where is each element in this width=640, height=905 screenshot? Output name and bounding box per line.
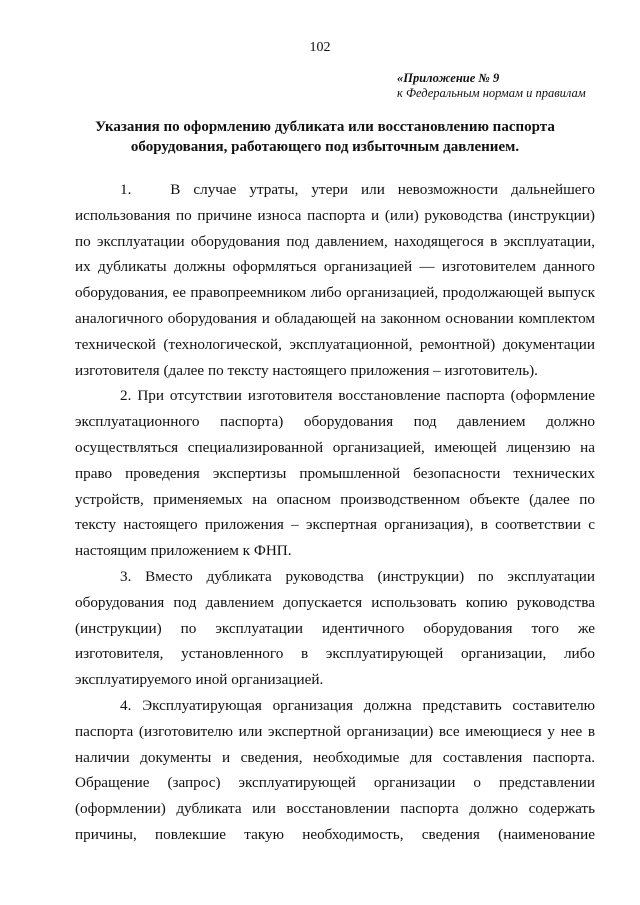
text-line: наличии документы и сведения, необходимые для составления паспорта. <box>75 748 595 766</box>
text-line: паспорта (изготовителю или экспертной организации) все имеющиеся у нее в <box>75 722 595 740</box>
text-line: 2. При отсутствии изготовителя восстановление паспорта (оформление <box>120 387 595 405</box>
title-line: Указания по оформлению дубликата или восстановлению паспорта <box>95 119 555 135</box>
appendix-reference: к Федеральным нормам и правилам <box>397 86 586 100</box>
text-line: оборудования под давлением допускается использовать копию руководства <box>75 593 595 611</box>
text-line: эксплуатируемого иной организацией. <box>75 671 324 689</box>
text-line: 4. Эксплуатирующая организация должна представить составителю <box>120 696 595 714</box>
paragraph-2 <box>75 383 595 564</box>
paragraph-3 <box>75 564 595 693</box>
document-body <box>75 177 595 848</box>
text-line: осуществляться специализированной организацией, имеющей лицензию на <box>75 438 595 456</box>
appendix-number: «Приложение № 9 <box>397 71 500 85</box>
text-line: 3. Вместо дубликата руководства (инструкции) по эксплуатации <box>120 567 595 585</box>
text-line: по эксплуатации оборудования под давлением, находящегося в эксплуатации, <box>75 232 595 250</box>
text-line: тексту настоящего приложения – экспертная организация), в соответствии с <box>75 516 595 534</box>
text-line: технической (технологической, эксплуатационной, ремонтной) документации <box>75 335 595 353</box>
text-line: 1. В случае утраты, утери или невозможности дальнейшего <box>120 181 595 198</box>
text-line: изготовителя, установленного в эксплуатирующей организации, либо <box>75 645 595 663</box>
document-title <box>60 117 590 157</box>
text-line: использования по причине износа паспорта и (или) руководства (инструкции) <box>75 206 595 224</box>
text-line: оборудования, ее правопреемником либо организацией, продолжающей выпуск <box>75 284 595 302</box>
text-line: устройств, применяемых на опасном производственном объекте (далее по <box>75 490 595 508</box>
text-line: (оформлении) дубликата или восстановлении паспорта должно содержать <box>75 800 595 818</box>
title-line: оборудования, работающего под избыточным давлением. <box>130 139 520 155</box>
text-line: их дубликаты должны оформляться организацией — изготовителем данного <box>75 258 595 276</box>
text-line: аналогичного оборудования и обладающей на законном основании комплектом <box>75 309 595 327</box>
text-line: эксплуатационного паспорта) оборудования под давлением должно <box>75 413 595 431</box>
text-line: настоящим приложением к ФНП. <box>75 542 292 560</box>
paragraph-4 <box>75 693 595 848</box>
page-number: 102 <box>309 40 331 55</box>
text-line: право проведения экспертизы промышленной безопасности технических <box>75 464 595 482</box>
paragraph-1 <box>75 177 595 383</box>
text-line: причины, повлекшие такую необходимость, сведения (наименование <box>75 825 595 843</box>
text-line: изготовителя (далее по тексту настоящего приложения – изготовитель). <box>75 361 538 379</box>
text-line: (инструкции) по эксплуатации идентичного оборудования того же <box>75 619 595 637</box>
text-line: Обращение (запрос) эксплуатирующей организации о представлении <box>75 774 595 792</box>
appendix-header <box>397 71 617 101</box>
